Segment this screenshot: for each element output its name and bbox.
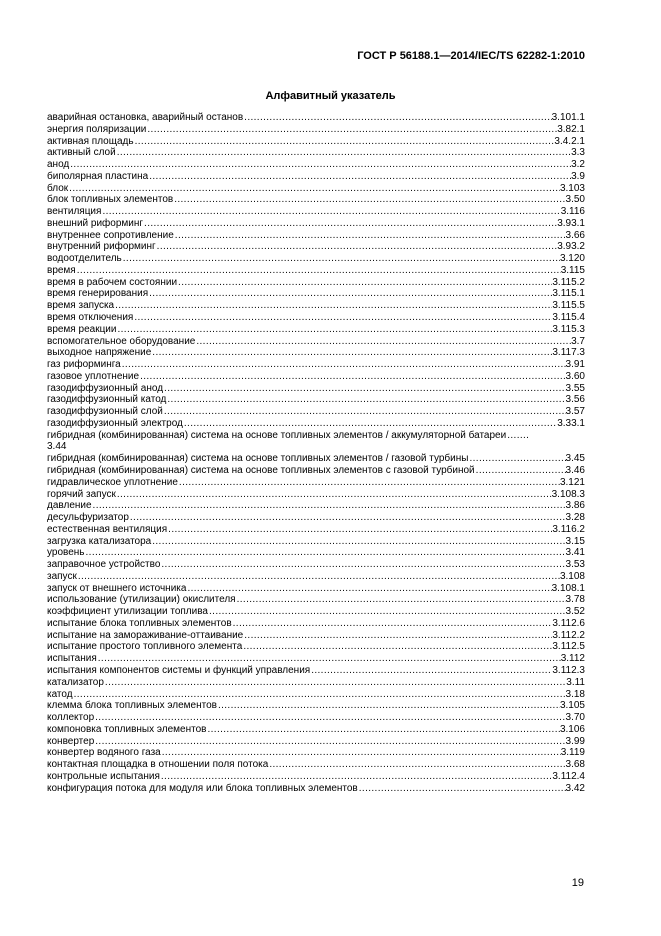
index-ref: 3.112.6 xyxy=(552,617,585,629)
leader-dots xyxy=(143,218,557,230)
leader-dots xyxy=(134,136,555,148)
index-ref: 3.116 xyxy=(560,206,585,218)
leader-dots xyxy=(156,241,558,253)
index-entry xyxy=(47,547,585,559)
index-ref: 3.91 xyxy=(565,359,585,371)
index-term: вентиляция xyxy=(47,206,102,218)
index-ref: 3.18 xyxy=(565,688,585,700)
index-term: энергия поляризации xyxy=(47,123,147,135)
index-term: катализатор xyxy=(47,676,104,688)
index-ref: 3.4.2.1 xyxy=(554,135,585,147)
index-entry xyxy=(47,559,585,571)
index-ref: 3.33.1 xyxy=(557,417,585,429)
index-term: выходное напряжение xyxy=(47,347,152,359)
leader-dots xyxy=(121,359,566,371)
index-ref: 3.117.3 xyxy=(552,347,585,359)
index-term: вспомогательное оборудование xyxy=(47,335,196,347)
index-term: водоотделитель xyxy=(47,253,122,265)
index-term: активная площадь xyxy=(47,135,134,147)
index-entry xyxy=(47,171,585,183)
leader-dots xyxy=(236,594,566,606)
index-ref: 3.115.5 xyxy=(552,300,585,312)
index-entry xyxy=(47,159,585,171)
index-term: горячий запуск xyxy=(47,488,116,500)
leader-dots xyxy=(174,230,566,242)
index-term: конвертер xyxy=(47,735,95,747)
leader-dots xyxy=(133,312,552,324)
leader-dots xyxy=(310,665,552,677)
index-term: гибридная (комбинированная) система на основе топливных элементов с газовой турбиной xyxy=(47,464,475,476)
index-ref: 3.119 xyxy=(560,747,585,759)
index-entry xyxy=(47,583,585,595)
index-term: запуск от внешнего источника xyxy=(47,582,187,594)
leader-dots xyxy=(139,371,565,383)
index-ref: 3.2 xyxy=(571,159,585,171)
index-ref: 3.116.2 xyxy=(552,523,585,535)
index-ref: 3.86 xyxy=(565,500,585,512)
leader-dots xyxy=(68,183,560,195)
index-term: компоновка топливных элементов xyxy=(47,723,207,735)
index-term: газодиффузионный электрод xyxy=(47,417,183,429)
index-term: использование (утилизации) окислителя xyxy=(47,594,236,606)
index-ref: 3.112.3 xyxy=(552,664,585,676)
leader-dots xyxy=(97,653,561,665)
index-entry xyxy=(47,136,585,148)
index-entry xyxy=(47,312,585,324)
index-entries-before xyxy=(47,112,585,430)
index-entry xyxy=(47,536,585,548)
index-term: испытание простого топливного элемента xyxy=(47,641,243,653)
index-ref: 3.55 xyxy=(565,382,585,394)
index-term: контактная площадка в отношении поля потока xyxy=(47,759,269,771)
index-ref: 3.41 xyxy=(565,547,585,559)
leader-dots xyxy=(506,430,530,442)
leader-dots xyxy=(114,300,552,312)
leader-dots xyxy=(468,453,565,465)
index-entry xyxy=(47,736,585,748)
document-header: ГОСТ Р 56188.1—2014/IEC/TS 62282-1:2010 xyxy=(357,50,585,62)
index-ref: 3.120 xyxy=(559,253,585,265)
index-entry xyxy=(47,571,585,583)
leader-dots xyxy=(76,265,561,277)
index-entry xyxy=(47,677,585,689)
leader-dots xyxy=(94,712,565,724)
index-entry xyxy=(47,512,585,524)
index-ref: 3.115.2 xyxy=(552,276,585,288)
index-entry xyxy=(47,230,585,242)
index-term: заправочное устройство xyxy=(47,559,161,571)
index-entry xyxy=(47,641,585,653)
leader-dots xyxy=(243,630,552,642)
leader-dots xyxy=(129,512,566,524)
index-ref: 3.108.3 xyxy=(551,488,585,500)
index-term: газодиффузионный катод xyxy=(47,394,167,406)
index-entry xyxy=(47,241,585,253)
leader-dots xyxy=(92,500,566,512)
index-ref: 3.115 xyxy=(560,264,585,276)
index-entry xyxy=(47,465,585,477)
index-term: аварийная остановка, аварийный останов xyxy=(47,112,244,123)
index-entry xyxy=(47,418,585,430)
index-entry xyxy=(47,383,585,395)
leader-dots xyxy=(475,465,566,477)
leader-dots xyxy=(195,336,571,348)
index-term: время отключения xyxy=(47,312,134,324)
index-entry xyxy=(47,524,585,536)
index-title: Алфавитный указатель xyxy=(265,90,396,102)
index-term: запуск xyxy=(47,570,77,582)
index-entry xyxy=(47,406,585,418)
index-ref: 3.56 xyxy=(565,394,585,406)
index-ref: 3.50 xyxy=(565,194,585,206)
index-term: время генерирования xyxy=(47,288,149,300)
index-entry xyxy=(47,653,585,665)
index-term: газодиффузионный анод xyxy=(47,382,164,394)
index-ref: 3.52 xyxy=(565,606,585,618)
index-entry xyxy=(47,630,585,642)
index-term: гибридная (комбинированная) система на основе топливных элементов / газовой турбины xyxy=(47,453,469,465)
index-ref: 3.66 xyxy=(565,229,585,241)
index-entry xyxy=(47,453,585,465)
leader-dots xyxy=(104,677,566,689)
index-entry xyxy=(47,689,585,701)
leader-dots xyxy=(85,547,566,559)
index-term: десульфуризатор xyxy=(47,512,129,524)
index-ref: 3.82.1 xyxy=(557,123,585,135)
index-term: внутреннее сопротивление xyxy=(47,229,174,241)
index-ref: 3.105 xyxy=(559,700,585,712)
index-entry xyxy=(47,783,585,795)
leader-dots xyxy=(148,171,571,183)
index-ref: 3.112.4 xyxy=(552,770,585,782)
leader-dots xyxy=(160,559,565,571)
index-ref: 3.112.5 xyxy=(552,641,585,653)
index-ref: 3.53 xyxy=(565,559,585,571)
index-ref: 3.60 xyxy=(565,370,585,382)
leader-dots xyxy=(161,747,561,759)
index-entry xyxy=(47,124,585,136)
index-ref: 3.108 xyxy=(559,570,585,582)
index-entry xyxy=(47,183,585,195)
leader-dots xyxy=(167,524,552,536)
leader-dots xyxy=(208,606,566,618)
leader-dots xyxy=(243,112,551,124)
index-term: время xyxy=(47,264,76,276)
index-term: конвертер водяного газа xyxy=(47,747,161,759)
index-ref: 3.3 xyxy=(571,147,585,159)
index-entry xyxy=(47,477,585,489)
leader-dots xyxy=(242,641,552,653)
leader-dots xyxy=(163,383,565,395)
index-entry xyxy=(47,747,585,759)
leader-dots xyxy=(148,288,552,300)
leader-dots xyxy=(160,771,552,783)
index-term: время в рабочем состоянии xyxy=(47,276,178,288)
index-entry xyxy=(47,300,585,312)
index-term: конфигурация потока для модуля или блока топливных элементов xyxy=(47,782,358,794)
index-ref: 3.112.2 xyxy=(552,629,585,641)
index-entry xyxy=(47,288,585,300)
index-ref: 3.44 xyxy=(47,441,67,453)
index-entry xyxy=(47,489,585,501)
index-entry xyxy=(47,712,585,724)
leader-dots xyxy=(151,536,565,548)
index-term: внешний риформинг xyxy=(47,217,144,229)
index-ref: 3.93.1 xyxy=(557,217,585,229)
index-term: гидравлическое уплотнение xyxy=(47,476,178,488)
leader-dots xyxy=(116,489,552,501)
index-ref: 3.108.1 xyxy=(551,582,585,594)
leader-dots xyxy=(178,477,560,489)
alphabetical-index xyxy=(47,112,585,794)
index-entry xyxy=(47,594,585,606)
index-ref: 3.101.1 xyxy=(551,112,585,123)
index-ref: 3.68 xyxy=(565,759,585,771)
index-entry xyxy=(47,147,585,159)
index-ref: 3.121 xyxy=(559,476,585,488)
index-term: давление xyxy=(47,500,92,512)
index-entry xyxy=(47,606,585,618)
index-term: испытание на замораживание-оттаивание xyxy=(47,629,244,641)
index-term: блок xyxy=(47,182,69,194)
leader-dots xyxy=(101,206,560,218)
leader-dots xyxy=(268,759,565,771)
index-entry xyxy=(47,277,585,289)
index-term: клемма блока топливных элементов xyxy=(47,700,217,712)
index-ref: 3.115.4 xyxy=(552,312,585,324)
index-ref: 3.45 xyxy=(565,453,585,465)
leader-dots xyxy=(183,418,557,430)
index-ref: 3.78 xyxy=(565,594,585,606)
leader-dots xyxy=(122,253,560,265)
index-entry xyxy=(47,206,585,218)
index-ref: 3.28 xyxy=(565,512,585,524)
index-entry xyxy=(47,394,585,406)
index-ref: 3.115.3 xyxy=(552,323,585,335)
leader-dots xyxy=(151,347,552,359)
leader-dots xyxy=(116,324,552,336)
index-term: коэффициент утилизации топлива xyxy=(47,606,208,618)
index-ref: 3.15 xyxy=(565,535,585,547)
index-term: гибридная (комбинированная) система на основе топливных элементов / аккумуляторной батареи xyxy=(47,429,507,441)
index-entry xyxy=(47,771,585,783)
index-entry xyxy=(47,253,585,265)
leader-dots xyxy=(73,689,566,701)
index-term: испытание блока топливных элементов xyxy=(47,617,232,629)
index-term: испытания компонентов системы и функций управления xyxy=(47,664,311,676)
index-term: газовое уплотнение xyxy=(47,370,140,382)
index-entries-after xyxy=(47,453,585,794)
leader-dots xyxy=(69,159,571,171)
index-term: внутренний риформинг xyxy=(47,241,156,253)
index-entry xyxy=(47,724,585,736)
index-entry xyxy=(47,759,585,771)
leader-dots xyxy=(146,124,557,136)
index-term: время реакции xyxy=(47,323,117,335)
leader-dots xyxy=(358,783,566,795)
index-term: контрольные испытания xyxy=(47,770,160,782)
index-ref: 3.70 xyxy=(565,712,585,724)
index-term: загрузка катализатора xyxy=(47,535,152,547)
index-entry xyxy=(47,500,585,512)
leader-dots xyxy=(166,394,565,406)
index-entry xyxy=(47,359,585,371)
index-term: время запуска xyxy=(47,300,115,312)
index-term: биполярная пластина xyxy=(47,170,149,182)
leader-dots xyxy=(94,736,565,748)
index-ref: 3.106 xyxy=(559,723,585,735)
index-ref: 3.11 xyxy=(566,676,585,688)
leader-dots xyxy=(232,618,553,630)
index-ref: 3.7 xyxy=(571,335,585,347)
leader-dots xyxy=(77,571,560,583)
index-term: уровень xyxy=(47,547,85,559)
page-number: 19 xyxy=(571,877,584,889)
index-ref: 3.57 xyxy=(565,406,585,418)
index-entry xyxy=(47,265,585,277)
index-entry xyxy=(47,665,585,677)
index-term: катод xyxy=(47,688,73,700)
index-entry xyxy=(47,618,585,630)
index-ref: 3.103 xyxy=(559,182,585,194)
index-term: естественная вентиляция xyxy=(47,523,168,535)
index-ref: 3.99 xyxy=(565,735,585,747)
index-term: газодиффузионный слой xyxy=(47,406,163,418)
leader-dots xyxy=(206,724,559,736)
index-entry xyxy=(47,371,585,383)
leader-dots xyxy=(177,277,552,289)
index-ref: 3.93.2 xyxy=(557,241,585,253)
index-entry xyxy=(47,347,585,359)
leader-dots xyxy=(163,406,566,418)
leader-dots xyxy=(116,147,571,159)
index-entry xyxy=(47,700,585,712)
index-term: коллектор xyxy=(47,712,95,724)
index-entry xyxy=(47,194,585,206)
index-ref: 3.9 xyxy=(571,170,585,182)
index-entry xyxy=(47,324,585,336)
index-term: испытания xyxy=(47,653,97,665)
index-term: блок топливных элементов xyxy=(47,194,174,206)
leader-dots xyxy=(217,700,560,712)
index-entry-wrapped xyxy=(47,430,585,454)
leader-dots xyxy=(173,194,565,206)
index-term: активный слой xyxy=(47,147,116,159)
index-term: анод xyxy=(47,159,70,171)
index-term: газ риформинга xyxy=(47,359,121,371)
leader-dots xyxy=(186,583,551,595)
index-ref: 3.115.1 xyxy=(552,288,585,300)
index-entry xyxy=(47,112,585,124)
index-ref: 3.42 xyxy=(565,782,585,794)
index-ref: 3.46 xyxy=(565,464,585,476)
index-ref: 3.112 xyxy=(560,653,585,665)
index-entry xyxy=(47,336,585,348)
index-entry xyxy=(47,218,585,230)
